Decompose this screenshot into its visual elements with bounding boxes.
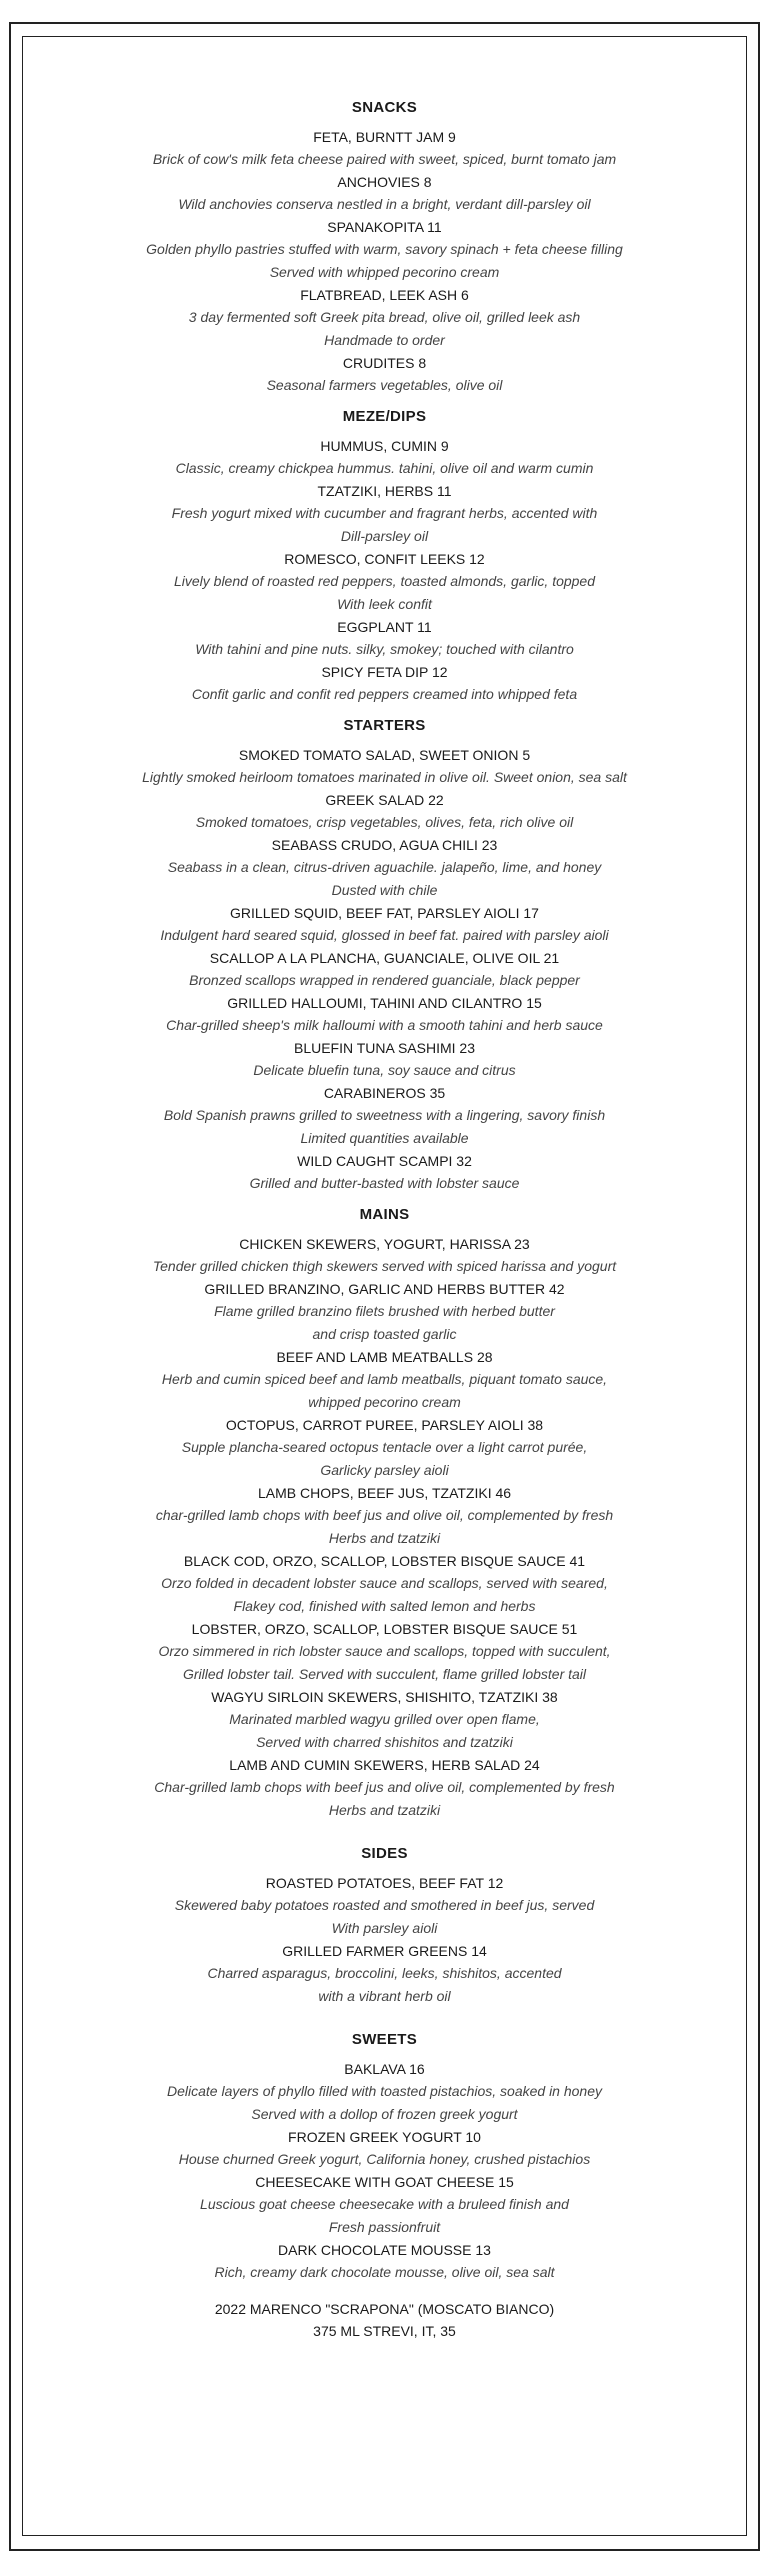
dessert-wine-name: 2022 MARENCO "SCRAPONA" (MOSCATO BIANCO) bbox=[214, 2301, 555, 2317]
menu-item-name: TZATZIKI, HERBS 11 bbox=[317, 483, 452, 499]
menu-item-description: Bold Spanish prawns grilled to sweetness with a lingering, savory finish bbox=[163, 1107, 606, 1123]
menu-item-description: Herb and cumin spiced beef and lamb meatballs, piquant tomato sauce, bbox=[161, 1371, 608, 1387]
menu-item-name: SPANAKOPITA 11 bbox=[327, 219, 442, 235]
menu-item-name: DARK CHOCOLATE MOUSSE 13 bbox=[278, 2242, 491, 2258]
menu-item-description: Classic, creamy chickpea hummus. tahini, olive oil and warm cumin bbox=[175, 460, 594, 476]
menu-item-name: BLACK COD, ORZO, SCALLOP, LOBSTER BISQUE SAUCE 41 bbox=[183, 1553, 586, 1569]
menu-item-description: With parsley aioli bbox=[331, 1920, 438, 1936]
menu-section-mains bbox=[24, 1205, 745, 1822]
menu-item-description: Served with whipped pecorino cream bbox=[269, 264, 500, 280]
menu-item-description: Herbs and tzatziki bbox=[328, 1530, 441, 1546]
menu-item-description: Charred asparagus, broccolini, leeks, shishitos, accented bbox=[207, 1965, 562, 1981]
menu-item bbox=[24, 1346, 745, 1414]
menu-item bbox=[24, 435, 745, 480]
menu-item-description: and crisp toasted garlic bbox=[312, 1326, 457, 1342]
menu-item-name: LOBSTER, ORZO, SCALLOP, LOBSTER BISQUE SAUCE 51 bbox=[191, 1621, 578, 1637]
menu-item bbox=[24, 480, 745, 548]
menu-section-sweets bbox=[24, 2030, 745, 2284]
menu-item-name: SPICY FETA DIP 12 bbox=[321, 664, 448, 680]
menu-item bbox=[24, 1414, 745, 1482]
menu-item-description: Indulgent hard seared squid, glossed in beef fat. paired with parsley aioli bbox=[160, 927, 609, 943]
menu-item bbox=[24, 171, 745, 216]
menu-item-description: Seabass in a clean, citrus-driven aguachile. jalapeño, lime, and honey bbox=[167, 859, 602, 875]
menu-item bbox=[24, 789, 745, 834]
menu-item-description: Confit garlic and confit red peppers creamed into whipped feta bbox=[191, 686, 578, 702]
menu-item-description: Lightly smoked heirloom tomatoes marinated in olive oil. Sweet onion, sea salt bbox=[142, 769, 627, 785]
menu-item-name: SCALLOP A LA PLANCHA, GUANCIALE, OLIVE OIL 21 bbox=[209, 950, 560, 966]
menu-section-meze-dips bbox=[24, 407, 745, 706]
menu-item-description: House churned Greek yogurt, California honey, crushed pistachios bbox=[178, 2151, 591, 2167]
section-heading: SIDES bbox=[361, 1845, 408, 1862]
menu-item-name: ROMESCO, CONFIT LEEKS 12 bbox=[284, 551, 485, 567]
menu-item bbox=[24, 1754, 745, 1822]
menu-item-name: GRILLED SQUID, BEEF FAT, PARSLEY AIOLI 17 bbox=[230, 905, 539, 921]
menu-item-description: Char-grilled sheep's milk halloumi with a smooth tahini and herb sauce bbox=[166, 1017, 603, 1033]
menu-item-description: Served with charred shishitos and tzatziki bbox=[256, 1734, 513, 1750]
menu-item-description: Smoked tomatoes, crisp vegetables, olives, feta, rich olive oil bbox=[195, 814, 574, 830]
menu-item-name: GRILLED HALLOUMI, TAHINI AND CILANTRO 15 bbox=[227, 995, 542, 1011]
menu-item-name: BEEF AND LAMB MEATBALLS 28 bbox=[276, 1349, 493, 1365]
menu-item bbox=[24, 548, 745, 616]
menu-item-description: Fresh passionfruit bbox=[328, 2219, 441, 2235]
menu-item-name: BLUEFIN TUNA SASHIMI 23 bbox=[293, 1040, 475, 1056]
menu-item-description: Marinated marbled wagyu grilled over open flame, bbox=[229, 1711, 540, 1727]
menu-item-description: Herbs and tzatziki bbox=[328, 1802, 441, 1818]
menu-item-name: CHEESECAKE WITH GOAT CHEESE 15 bbox=[255, 2174, 514, 2190]
menu-item bbox=[24, 1150, 745, 1195]
menu-item-name: GRILLED FARMER GREENS 14 bbox=[282, 1943, 487, 1959]
menu-item-name: CRUDITES 8 bbox=[342, 355, 427, 371]
menu-item-description: Limited quantities available bbox=[300, 1130, 469, 1146]
menu-item bbox=[24, 2126, 745, 2171]
menu-item bbox=[24, 616, 745, 661]
menu-section-starters bbox=[24, 716, 745, 1195]
menu-item bbox=[24, 1082, 745, 1150]
menu-item-name: GRILLED BRANZINO, GARLIC AND HERBS BUTTER 42 bbox=[204, 1281, 565, 1297]
menu-item bbox=[24, 352, 745, 397]
menu-item-description: with a vibrant herb oil bbox=[318, 1988, 451, 2004]
section-heading: SNACKS bbox=[351, 99, 418, 116]
menu-item bbox=[24, 902, 745, 947]
menu-item-description: Handmade to order bbox=[324, 332, 445, 348]
menu-item-description: Orzo simmered in rich lobster sauce and scallops, topped with succulent, bbox=[158, 1643, 611, 1659]
menu-item-description: Lively blend of roasted red peppers, toasted almonds, garlic, topped bbox=[173, 573, 596, 589]
menu-item bbox=[24, 2171, 745, 2239]
menu-item-name: GREEK SALAD 22 bbox=[325, 792, 444, 808]
menu-item-description: Orzo folded in decadent lobster sauce and scallops, served with seared, bbox=[161, 1575, 608, 1591]
menu-content bbox=[24, 98, 745, 2342]
menu-item-description: Supple plancha-seared octopus tentacle over a light carrot purée, bbox=[181, 1439, 588, 1455]
menu-item-description: Brick of cow's milk feta cheese paired with sweet, spiced, burnt tomato jam bbox=[152, 151, 617, 167]
section-heading: MEZE/DIPS bbox=[342, 408, 427, 425]
menu-item bbox=[24, 1686, 745, 1754]
menu-item-name: WAGYU SIRLOIN SKEWERS, SHISHITO, TZATZIKI 38 bbox=[211, 1689, 558, 1705]
menu-item-name: LAMB AND CUMIN SKEWERS, HERB SALAD 24 bbox=[229, 1757, 540, 1773]
menu-section-snacks bbox=[24, 98, 745, 397]
menu-item-description: Golden phyllo pastries stuffed with warm, savory spinach + feta cheese filling bbox=[146, 241, 623, 257]
menu-item-description: Seasonal farmers vegetables, olive oil bbox=[266, 377, 503, 393]
menu-item-name: WILD CAUGHT SCAMPI 32 bbox=[297, 1153, 472, 1169]
menu-item-description: Tender grilled chicken thigh skewers served with spiced harissa and yogurt bbox=[152, 1258, 617, 1274]
menu-item bbox=[24, 1278, 745, 1346]
menu-item-description: Garlicky parsley aioli bbox=[320, 1462, 449, 1478]
menu-item-description: Dill-parsley oil bbox=[340, 528, 429, 544]
menu-item-name: HUMMUS, CUMIN 9 bbox=[320, 438, 449, 454]
menu-item bbox=[24, 947, 745, 992]
menu-section-sides bbox=[24, 1844, 745, 2008]
menu-item bbox=[24, 661, 745, 706]
section-heading: SWEETS bbox=[351, 2031, 418, 2048]
menu-item-name: ANCHOVIES 8 bbox=[337, 174, 432, 190]
menu-item-name: SEABASS CRUDO, AGUA CHILI 23 bbox=[271, 837, 498, 853]
section-heading: STARTERS bbox=[343, 717, 426, 734]
menu-item-name: FETA, BURNTT JAM 9 bbox=[313, 129, 456, 145]
menu-sections bbox=[24, 98, 745, 2284]
menu-item-description: Grilled and butter-basted with lobster sauce bbox=[249, 1175, 520, 1191]
menu-item-description: Char-grilled lamb chops with beef jus and olive oil, complemented by fresh bbox=[154, 1779, 615, 1795]
menu-item-description: Dusted with chile bbox=[331, 882, 438, 898]
dessert-wine bbox=[24, 2298, 745, 2342]
menu-item-description: char-grilled lamb chops with beef jus and olive oil, complemented by fresh bbox=[155, 1507, 614, 1523]
menu-item bbox=[24, 2239, 745, 2284]
menu-item-description: 3 day fermented soft Greek pita bread, olive oil, grilled leek ash bbox=[188, 309, 581, 325]
menu-item-description: With leek confit bbox=[337, 596, 432, 612]
menu-item-description: Bronzed scallops wrapped in rendered guanciale, black pepper bbox=[189, 972, 580, 988]
menu-item-description: Served with a dollop of frozen greek yogurt bbox=[251, 2106, 518, 2122]
menu-item-description: whipped pecorino cream bbox=[308, 1394, 461, 1410]
menu-item bbox=[24, 216, 745, 284]
menu-item bbox=[24, 992, 745, 1037]
menu-item bbox=[24, 1940, 745, 2008]
dessert-wine-detail: 375 ML STREVI, IT, 35 bbox=[313, 2323, 456, 2339]
menu-item bbox=[24, 1872, 745, 1940]
menu-item-description: Flakey cod, finished with salted lemon and herbs bbox=[233, 1598, 536, 1614]
menu-item bbox=[24, 744, 745, 789]
section-heading: MAINS bbox=[359, 1206, 410, 1223]
menu-item-name: FROZEN GREEK YOGURT 10 bbox=[288, 2129, 481, 2145]
menu-item-description: Skewered baby potatoes roasted and smothered in beef jus, served bbox=[174, 1897, 595, 1913]
menu-item bbox=[24, 834, 745, 902]
menu-item-description: Fresh yogurt mixed with cucumber and fragrant herbs, accented with bbox=[171, 505, 598, 521]
menu-item-name: CHICKEN SKEWERS, YOGURT, HARISSA 23 bbox=[239, 1236, 530, 1252]
menu-item bbox=[24, 126, 745, 171]
menu-item-description: Delicate layers of phyllo filled with toasted pistachios, soaked in honey bbox=[166, 2083, 603, 2099]
menu-item-description: With tahini and pine nuts. silky, smokey; touched with cilantro bbox=[195, 641, 574, 657]
menu-item-description: Wild anchovies conserva nestled in a bright, verdant dill-parsley oil bbox=[178, 196, 591, 212]
menu-item-name: CARABINEROS 35 bbox=[323, 1085, 446, 1101]
menu-item-name: FLATBREAD, LEEK ASH 6 bbox=[300, 287, 469, 303]
menu-item bbox=[24, 284, 745, 352]
menu-item-description: Grilled lobster tail. Served with succulent, flame grilled lobster tail bbox=[182, 1666, 587, 1682]
menu-item-name: LAMB CHOPS, BEEF JUS, TZATZIKI 46 bbox=[257, 1485, 512, 1501]
menu-item-name: EGGPLANT 11 bbox=[337, 619, 432, 635]
menu-item bbox=[24, 2058, 745, 2126]
menu-item-description: Luscious goat cheese cheesecake with a bruleed finish and bbox=[200, 2196, 569, 2212]
menu-item-description: Rich, creamy dark chocolate mousse, olive oil, sea salt bbox=[214, 2264, 555, 2280]
menu-item bbox=[24, 1037, 745, 1082]
menu-item-description: Delicate bluefin tuna, soy sauce and citrus bbox=[253, 1062, 516, 1078]
menu-item-name: ROASTED POTATOES, BEEF FAT 12 bbox=[265, 1875, 504, 1891]
menu-item-name: SMOKED TOMATO SALAD, SWEET ONION 5 bbox=[238, 747, 531, 763]
menu-item-name: BAKLAVA 16 bbox=[344, 2061, 425, 2077]
menu-item bbox=[24, 1550, 745, 1618]
menu-item bbox=[24, 1233, 745, 1278]
menu-item bbox=[24, 1618, 745, 1686]
menu-item bbox=[24, 1482, 745, 1550]
menu-item-name: OCTOPUS, CARROT PUREE, PARSLEY AIOLI 38 bbox=[225, 1417, 544, 1433]
menu-item-description: Flame grilled branzino filets brushed with herbed butter bbox=[214, 1303, 555, 1319]
